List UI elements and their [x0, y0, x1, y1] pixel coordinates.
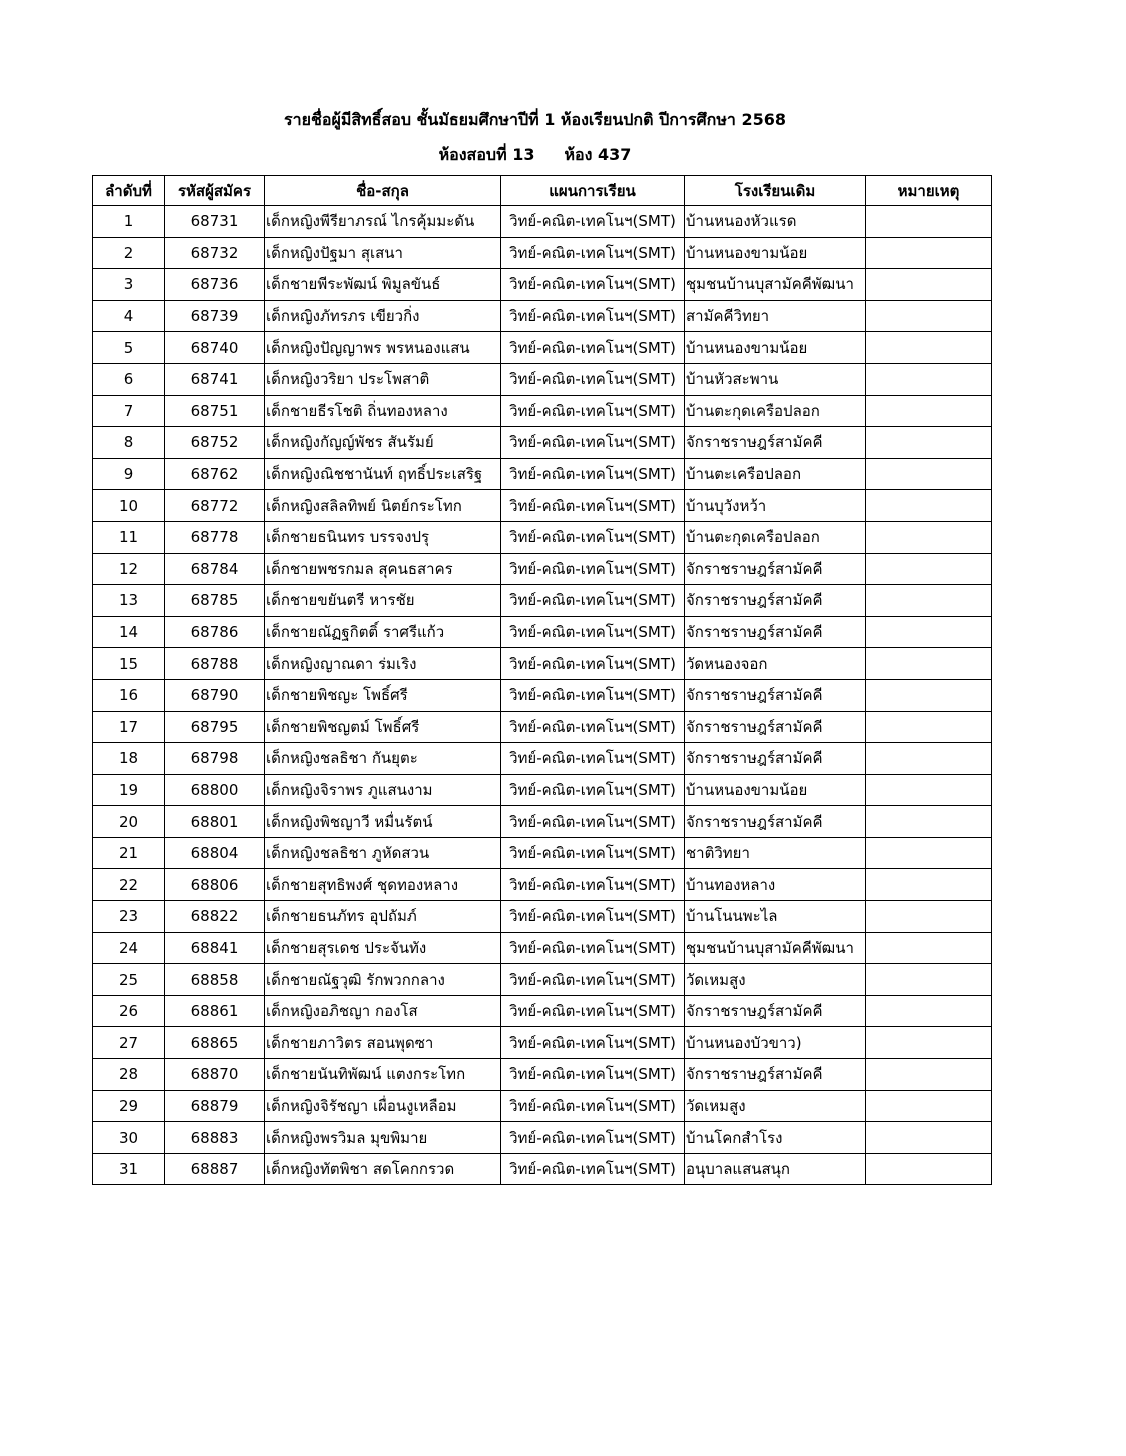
cell-study-plan: วิทย์-คณิต-เทคโนฯ(SMT) [501, 521, 685, 553]
cell-order: 26 [93, 995, 165, 1027]
cell-name: เด็กหญิงทัตพิชา สดโคกกรวด [265, 1153, 501, 1185]
cell-study-plan: วิทย์-คณิต-เทคโนฯ(SMT) [501, 585, 685, 617]
cell-previous-school: จักราชราษฎร์สามัคคี [685, 806, 866, 838]
cell-study-plan: วิทย์-คณิต-เทคโนฯ(SMT) [501, 743, 685, 775]
cell-order: 3 [93, 269, 165, 301]
cell-applicant-id: 68784 [165, 553, 265, 585]
cell-name: เด็กหญิงชลธิชา ภูหัดสวน [265, 837, 501, 869]
table-header-row [93, 176, 992, 206]
cell-previous-school: จักราชราษฎร์สามัคคี [685, 585, 866, 617]
cell-applicant-id: 68841 [165, 932, 265, 964]
cell-remarks [866, 806, 992, 838]
cell-order: 4 [93, 300, 165, 332]
cell-order: 10 [93, 490, 165, 522]
cell-order: 27 [93, 1027, 165, 1059]
table-row [93, 395, 992, 427]
cell-previous-school: สามัคคีวิทยา [685, 300, 866, 332]
cell-previous-school: วัดเหมสูง [685, 964, 866, 996]
table-row [93, 774, 992, 806]
cell-name: เด็กหญิงพรวิมล มุขพิมาย [265, 1122, 501, 1154]
cell-applicant-id: 68788 [165, 648, 265, 680]
cell-previous-school: บ้านหนองบัวขาว) [685, 1027, 866, 1059]
header-name: ชื่อ-สกุล [265, 176, 501, 206]
table-row [93, 458, 992, 490]
cell-order: 31 [93, 1153, 165, 1185]
table-row [93, 521, 992, 553]
cell-order: 20 [93, 806, 165, 838]
cell-previous-school: จักราชราษฎร์สามัคคี [685, 427, 866, 459]
cell-order: 18 [93, 743, 165, 775]
table-row [93, 237, 992, 269]
cell-remarks [866, 427, 992, 459]
cell-applicant-id: 68879 [165, 1090, 265, 1122]
cell-remarks [866, 1059, 992, 1091]
cell-applicant-id: 68752 [165, 427, 265, 459]
cell-order: 19 [93, 774, 165, 806]
cell-previous-school: จักราชราษฎร์สามัคคี [685, 679, 866, 711]
table-row [93, 585, 992, 617]
table-row [93, 206, 992, 238]
cell-order: 1 [93, 206, 165, 238]
cell-remarks [866, 395, 992, 427]
table-row [93, 711, 992, 743]
cell-applicant-id: 68806 [165, 869, 265, 901]
cell-applicant-id: 68865 [165, 1027, 265, 1059]
cell-name: เด็กหญิงภัทรภร เขียวกิ่ง [265, 300, 501, 332]
cell-applicant-id: 68861 [165, 995, 265, 1027]
cell-applicant-id: 68778 [165, 521, 265, 553]
table-row [93, 679, 992, 711]
cell-study-plan: วิทย์-คณิต-เทคโนฯ(SMT) [501, 206, 685, 238]
cell-remarks [866, 964, 992, 996]
cell-previous-school: จักราชราษฎร์สามัคคี [685, 995, 866, 1027]
cell-order: 23 [93, 901, 165, 933]
cell-study-plan: วิทย์-คณิต-เทคโนฯ(SMT) [501, 806, 685, 838]
table-row [93, 1122, 992, 1154]
table-row [93, 995, 992, 1027]
cell-previous-school: ชุมชนบ้านบุสามัคคีพัฒนา [685, 269, 866, 301]
cell-study-plan: วิทย์-คณิต-เทคโนฯ(SMT) [501, 332, 685, 364]
cell-applicant-id: 68785 [165, 585, 265, 617]
cell-name: เด็กชายธนภัทร อุปถัมภ์ [265, 901, 501, 933]
cell-remarks [866, 300, 992, 332]
cell-study-plan: วิทย์-คณิต-เทคโนฯ(SMT) [501, 300, 685, 332]
cell-study-plan: วิทย์-คณิต-เทคโนฯ(SMT) [501, 490, 685, 522]
table-row [93, 616, 992, 648]
document-title: รายชื่อผู้มีสิทธิ์สอบ ชั้นมัธยมศึกษาปีที่ 1 ห้องเรียนปกติ ปีการศึกษา 2568 [284, 110, 786, 129]
table-row [93, 269, 992, 301]
cell-remarks [866, 1090, 992, 1122]
cell-previous-school: อนุบาลแสนสนุก [685, 1153, 866, 1185]
cell-name: เด็กหญิงชลธิชา กันยุตะ [265, 743, 501, 775]
cell-remarks [866, 743, 992, 775]
cell-name: เด็กชายนันทิพัฒน์ แตงกระโทก [265, 1059, 501, 1091]
cell-remarks [866, 521, 992, 553]
cell-study-plan: วิทย์-คณิต-เทคโนฯ(SMT) [501, 932, 685, 964]
cell-applicant-id: 68772 [165, 490, 265, 522]
cell-name: เด็กชายธนินทร บรรจงปรุ [265, 521, 501, 553]
cell-study-plan: วิทย์-คณิต-เทคโนฯ(SMT) [501, 553, 685, 585]
cell-previous-school: จักราชราษฎร์สามัคคี [685, 743, 866, 775]
cell-applicant-id: 68741 [165, 363, 265, 395]
cell-study-plan: วิทย์-คณิต-เทคโนฯ(SMT) [501, 711, 685, 743]
cell-order: 5 [93, 332, 165, 364]
cell-order: 17 [93, 711, 165, 743]
cell-name: เด็กชายพีระพัฒน์ พิมูลขันธ์ [265, 269, 501, 301]
cell-remarks [866, 616, 992, 648]
table-row [93, 648, 992, 680]
cell-study-plan: วิทย์-คณิต-เทคโนฯ(SMT) [501, 1122, 685, 1154]
table-body [93, 206, 992, 1185]
table-row [93, 1153, 992, 1185]
cell-applicant-id: 68887 [165, 1153, 265, 1185]
cell-previous-school: บ้านบุวังหว้า [685, 490, 866, 522]
cell-previous-school: บ้านโนนพะไล [685, 901, 866, 933]
cell-applicant-id: 68786 [165, 616, 265, 648]
cell-remarks [866, 1153, 992, 1185]
table-row [93, 553, 992, 585]
cell-order: 2 [93, 237, 165, 269]
cell-order: 15 [93, 648, 165, 680]
cell-applicant-id: 68822 [165, 901, 265, 933]
cell-previous-school: บ้านตะกุดเครือปลอก [685, 521, 866, 553]
cell-study-plan: วิทย์-คณิต-เทคโนฯ(SMT) [501, 679, 685, 711]
cell-name: เด็กหญิงพิชญาวี หมื่นรัตน์ [265, 806, 501, 838]
table-row [93, 300, 992, 332]
cell-remarks [866, 363, 992, 395]
cell-applicant-id: 68870 [165, 1059, 265, 1091]
cell-name: เด็กหญิงณิชชานันท์ ฤทธิ์ประเสริฐ [265, 458, 501, 490]
cell-name: เด็กชายสุทธิพงศ์ ชุดทองหลาง [265, 869, 501, 901]
cell-name: เด็กหญิงอภิชญา กองโส [265, 995, 501, 1027]
cell-name: เด็กหญิงสลิลทิพย์ นิตย์กระโทก [265, 490, 501, 522]
cell-study-plan: วิทย์-คณิต-เทคโนฯ(SMT) [501, 995, 685, 1027]
header-previous-school: โรงเรียนเดิม [685, 176, 866, 206]
cell-name: เด็กชายพิชญตม์ โพธิ์ศรี [265, 711, 501, 743]
cell-name: เด็กหญิงญาณดา ร่มเริง [265, 648, 501, 680]
cell-name: เด็กหญิงจิรัชญา เผื่อนงูเหลือม [265, 1090, 501, 1122]
cell-applicant-id: 68798 [165, 743, 265, 775]
cell-study-plan: วิทย์-คณิต-เทคโนฯ(SMT) [501, 964, 685, 996]
cell-previous-school: ชุมชนบ้านบุสามัคคีพัฒนา [685, 932, 866, 964]
cell-study-plan: วิทย์-คณิต-เทคโนฯ(SMT) [501, 869, 685, 901]
cell-previous-school: ชาติวิทยา [685, 837, 866, 869]
table-row [93, 490, 992, 522]
cell-order: 9 [93, 458, 165, 490]
header-order: ลำดับที่ [93, 176, 165, 206]
cell-order: 12 [93, 553, 165, 585]
cell-remarks [866, 774, 992, 806]
cell-remarks [866, 269, 992, 301]
cell-previous-school: จักราชราษฎร์สามัคคี [685, 1059, 866, 1091]
table-row [93, 332, 992, 364]
cell-remarks [866, 332, 992, 364]
table-row [93, 964, 992, 996]
cell-remarks [866, 679, 992, 711]
cell-remarks [866, 869, 992, 901]
room-label: ห้อง 437 [564, 145, 632, 164]
cell-remarks [866, 490, 992, 522]
cell-order: 25 [93, 964, 165, 996]
cell-remarks [866, 206, 992, 238]
cell-previous-school: บ้านตะเครือปลอก [685, 458, 866, 490]
cell-study-plan: วิทย์-คณิต-เทคโนฯ(SMT) [501, 1153, 685, 1185]
cell-study-plan: วิทย์-คณิต-เทคโนฯ(SMT) [501, 648, 685, 680]
cell-name: เด็กหญิงปัฐมา สุเสนา [265, 237, 501, 269]
table-row [93, 1090, 992, 1122]
cell-order: 24 [93, 932, 165, 964]
cell-remarks [866, 585, 992, 617]
header-applicant-id: รหัสผู้สมัคร [165, 176, 265, 206]
cell-order: 7 [93, 395, 165, 427]
cell-applicant-id: 68795 [165, 711, 265, 743]
cell-name: เด็กชายสุรเดช ประจันทัง [265, 932, 501, 964]
cell-applicant-id: 68762 [165, 458, 265, 490]
cell-name: เด็กหญิงจิราพร ภูแสนงาม [265, 774, 501, 806]
cell-study-plan: วิทย์-คณิต-เทคโนฯ(SMT) [501, 363, 685, 395]
cell-previous-school: บ้านหนองขามน้อย [685, 332, 866, 364]
cell-order: 21 [93, 837, 165, 869]
cell-order: 29 [93, 1090, 165, 1122]
cell-name: เด็กชายณัฐวุฒิ รักพวกกลาง [265, 964, 501, 996]
cell-applicant-id: 68858 [165, 964, 265, 996]
document-subtitle [0, 143, 1070, 168]
cell-previous-school: วัดหนองจอก [685, 648, 866, 680]
cell-previous-school: จักราชราษฎร์สามัคคี [685, 616, 866, 648]
cell-order: 13 [93, 585, 165, 617]
cell-name: เด็กหญิงกัญญ์พัชร สันรัมย์ [265, 427, 501, 459]
cell-remarks [866, 648, 992, 680]
table-row [93, 806, 992, 838]
cell-previous-school: บ้านหนองขามน้อย [685, 774, 866, 806]
cell-previous-school: บ้านตะกุดเครือปลอก [685, 395, 866, 427]
cell-order: 6 [93, 363, 165, 395]
cell-study-plan: วิทย์-คณิต-เทคโนฯ(SMT) [501, 1027, 685, 1059]
table-row [93, 901, 992, 933]
cell-order: 8 [93, 427, 165, 459]
cell-remarks [866, 553, 992, 585]
cell-previous-school: บ้านหนองหัวแรด [685, 206, 866, 238]
cell-study-plan: วิทย์-คณิต-เทคโนฯ(SMT) [501, 901, 685, 933]
table-row [93, 1059, 992, 1091]
cell-remarks [866, 837, 992, 869]
cell-study-plan: วิทย์-คณิต-เทคโนฯ(SMT) [501, 237, 685, 269]
cell-remarks [866, 237, 992, 269]
cell-remarks [866, 1122, 992, 1154]
cell-name: เด็กชายณัฏฐกิตติ์ ราศรีแก้ว [265, 616, 501, 648]
cell-order: 14 [93, 616, 165, 648]
cell-order: 22 [93, 869, 165, 901]
cell-applicant-id: 68790 [165, 679, 265, 711]
cell-applicant-id: 68736 [165, 269, 265, 301]
cell-applicant-id: 68883 [165, 1122, 265, 1154]
table-row [93, 363, 992, 395]
cell-applicant-id: 68731 [165, 206, 265, 238]
cell-study-plan: วิทย์-คณิต-เทคโนฯ(SMT) [501, 269, 685, 301]
cell-name: เด็กหญิงปัญญาพร พรหนองแสน [265, 332, 501, 364]
cell-applicant-id: 68751 [165, 395, 265, 427]
cell-previous-school: จักราชราษฎร์สามัคคี [685, 711, 866, 743]
cell-name: เด็กชายขยันตรี หารชัย [265, 585, 501, 617]
cell-remarks [866, 711, 992, 743]
exam-room-label: ห้องสอบที่ 13 [438, 145, 535, 164]
cell-remarks [866, 901, 992, 933]
cell-study-plan: วิทย์-คณิต-เทคโนฯ(SMT) [501, 837, 685, 869]
cell-applicant-id: 68801 [165, 806, 265, 838]
cell-order: 30 [93, 1122, 165, 1154]
cell-applicant-id: 68740 [165, 332, 265, 364]
cell-study-plan: วิทย์-คณิต-เทคโนฯ(SMT) [501, 616, 685, 648]
cell-order: 16 [93, 679, 165, 711]
header-study-plan: แผนการเรียน [501, 176, 685, 206]
cell-order: 28 [93, 1059, 165, 1091]
cell-study-plan: วิทย์-คณิต-เทคโนฯ(SMT) [501, 458, 685, 490]
cell-applicant-id: 68800 [165, 774, 265, 806]
table-row [93, 427, 992, 459]
cell-remarks [866, 458, 992, 490]
cell-applicant-id: 68732 [165, 237, 265, 269]
cell-study-plan: วิทย์-คณิต-เทคโนฯ(SMT) [501, 427, 685, 459]
cell-applicant-id: 68739 [165, 300, 265, 332]
cell-previous-school: บ้านทองหลาง [685, 869, 866, 901]
cell-study-plan: วิทย์-คณิต-เทคโนฯ(SMT) [501, 395, 685, 427]
table-row [93, 869, 992, 901]
table-row [93, 1027, 992, 1059]
cell-study-plan: วิทย์-คณิต-เทคโนฯ(SMT) [501, 774, 685, 806]
cell-name: เด็กชายพิชญะ โพธิ์ศรี [265, 679, 501, 711]
cell-name: เด็กชายธีรโชติ ถิ่นทองหลาง [265, 395, 501, 427]
cell-study-plan: วิทย์-คณิต-เทคโนฯ(SMT) [501, 1090, 685, 1122]
table-row [93, 932, 992, 964]
table-row [93, 837, 992, 869]
header-remarks: หมายเหตุ [866, 176, 992, 206]
cell-name: เด็กหญิงพีรียาภรณ์ ไกรคุ้มมะดัน [265, 206, 501, 238]
cell-name: เด็กชายพชรกมล สุคนธสาคร [265, 553, 501, 585]
cell-name: เด็กหญิงวริยา ประโพสาติ [265, 363, 501, 395]
cell-remarks [866, 1027, 992, 1059]
cell-study-plan: วิทย์-คณิต-เทคโนฯ(SMT) [501, 1059, 685, 1091]
cell-previous-school: จักราชราษฎร์สามัคคี [685, 553, 866, 585]
cell-remarks [866, 932, 992, 964]
cell-previous-school: บ้านโคกสำโรง [685, 1122, 866, 1154]
cell-name: เด็กชายภาวิตร สอนพุดซา [265, 1027, 501, 1059]
cell-remarks [866, 995, 992, 1027]
cell-previous-school: วัดเหมสูง [685, 1090, 866, 1122]
cell-previous-school: บ้านหนองขามน้อย [685, 237, 866, 269]
cell-previous-school: บ้านหัวสะพาน [685, 363, 866, 395]
table-row [93, 743, 992, 775]
candidate-table [92, 175, 992, 1185]
cell-applicant-id: 68804 [165, 837, 265, 869]
cell-order: 11 [93, 521, 165, 553]
